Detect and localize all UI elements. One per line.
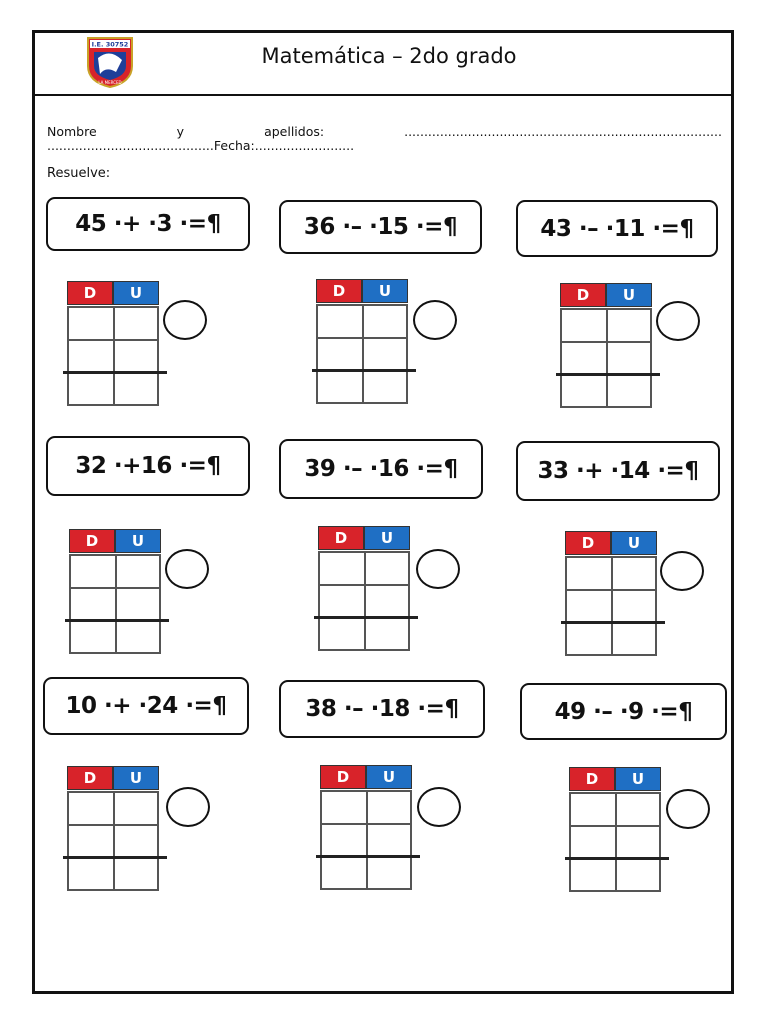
tens-header: D [67, 766, 113, 790]
place-value-header [565, 531, 657, 555]
row-divider [571, 825, 659, 827]
result-line [316, 855, 420, 858]
row-divider [322, 823, 410, 825]
result-line [63, 856, 167, 859]
place-value-cells[interactable] [565, 556, 657, 656]
result-line [561, 621, 665, 624]
date-blank[interactable]: ......................... [254, 138, 355, 153]
place-value-header [569, 767, 661, 791]
instruction: Resuelve: [47, 166, 111, 181]
place-value-cells[interactable] [69, 554, 161, 654]
answer-circle-4[interactable] [165, 549, 209, 589]
column-divider [615, 794, 617, 890]
tens-header: D [316, 279, 362, 303]
operation-box-3: 43 ·– ·11 ·=¶ [516, 200, 718, 257]
row-divider [318, 337, 406, 339]
column-divider [113, 308, 115, 404]
row-divider [567, 589, 655, 591]
tens-header: D [560, 283, 606, 307]
units-header: U [606, 283, 652, 307]
column-divider [366, 792, 368, 888]
row-divider [320, 584, 408, 586]
row-divider [71, 587, 159, 589]
tens-header: D [320, 765, 366, 789]
column-divider [115, 556, 117, 652]
units-header: U [611, 531, 657, 555]
name-blank[interactable]: ................................................................................ [404, 124, 722, 139]
result-line [314, 616, 418, 619]
place-value-header [320, 765, 412, 789]
row-divider [69, 824, 157, 826]
logo-text: I.E. 30752 [91, 40, 129, 49]
result-line [65, 619, 169, 622]
place-value-cells[interactable] [67, 306, 159, 406]
units-header: U [364, 526, 410, 550]
answer-circle-8[interactable] [417, 787, 461, 827]
name-label-word-3: apellidos: [264, 124, 325, 139]
name-label-word-1: Nombre [47, 124, 97, 139]
tens-header: D [67, 281, 113, 305]
result-line [312, 369, 416, 372]
units-header: U [113, 281, 159, 305]
logo-subtext: LA MERCED [98, 80, 122, 85]
result-line [565, 857, 669, 860]
student-info [47, 125, 722, 153]
units-header: U [113, 766, 159, 790]
page-title: Matemática – 2do grado [261, 44, 517, 68]
units-header: U [366, 765, 412, 789]
answer-circle-3[interactable] [656, 301, 700, 341]
operation-box-5: 39 ·– ·16 ·=¶ [279, 439, 483, 499]
place-value-header [318, 526, 410, 550]
result-line [63, 371, 167, 374]
place-value-cells[interactable] [569, 792, 661, 892]
operation-box-6: 33 ·+ ·14 ·=¶ [516, 441, 720, 501]
column-divider [113, 793, 115, 889]
place-value-header [560, 283, 652, 307]
operation-box-7: 10 ·+ ·24 ·=¶ [43, 677, 249, 735]
date-label: Fecha: [213, 138, 255, 153]
tens-header: D [565, 531, 611, 555]
place-value-header [316, 279, 408, 303]
place-value-cells[interactable] [318, 551, 410, 651]
place-value-cells[interactable] [560, 308, 652, 408]
units-header: U [362, 279, 408, 303]
tens-header: D [318, 526, 364, 550]
answer-circle-6[interactable] [660, 551, 704, 591]
result-line [556, 373, 660, 376]
units-header: U [615, 767, 661, 791]
name-blank-continued[interactable]: .......................................... [47, 138, 214, 153]
answer-circle-5[interactable] [416, 549, 460, 589]
answer-circle-7[interactable] [166, 787, 210, 827]
row-divider [69, 339, 157, 341]
operation-box-8: 38 ·– ·18 ·=¶ [279, 680, 485, 738]
column-divider [611, 558, 613, 654]
operation-box-9: 49 ·– ·9 ·=¶ [520, 683, 727, 740]
row-divider [562, 341, 650, 343]
operation-box-4: 32 ·+16 ·=¶ [46, 436, 250, 496]
name-label-word-2: y [176, 124, 185, 139]
units-header: U [115, 529, 161, 553]
place-value-header [67, 766, 159, 790]
answer-circle-1[interactable] [163, 300, 207, 340]
place-value-header [69, 529, 161, 553]
column-divider [364, 553, 366, 649]
place-value-cells[interactable] [316, 304, 408, 404]
operation-box-2: 36 ·– ·15 ·=¶ [279, 200, 482, 254]
operation-box-1: 45 ·+ ·3 ·=¶ [46, 197, 250, 251]
place-value-cells[interactable] [320, 790, 412, 890]
tens-header: D [569, 767, 615, 791]
answer-circle-2[interactable] [413, 300, 457, 340]
column-divider [606, 310, 608, 406]
place-value-header [67, 281, 159, 305]
tens-header: D [69, 529, 115, 553]
answer-circle-9[interactable] [666, 789, 710, 829]
column-divider [362, 306, 364, 402]
place-value-cells[interactable] [67, 791, 159, 891]
